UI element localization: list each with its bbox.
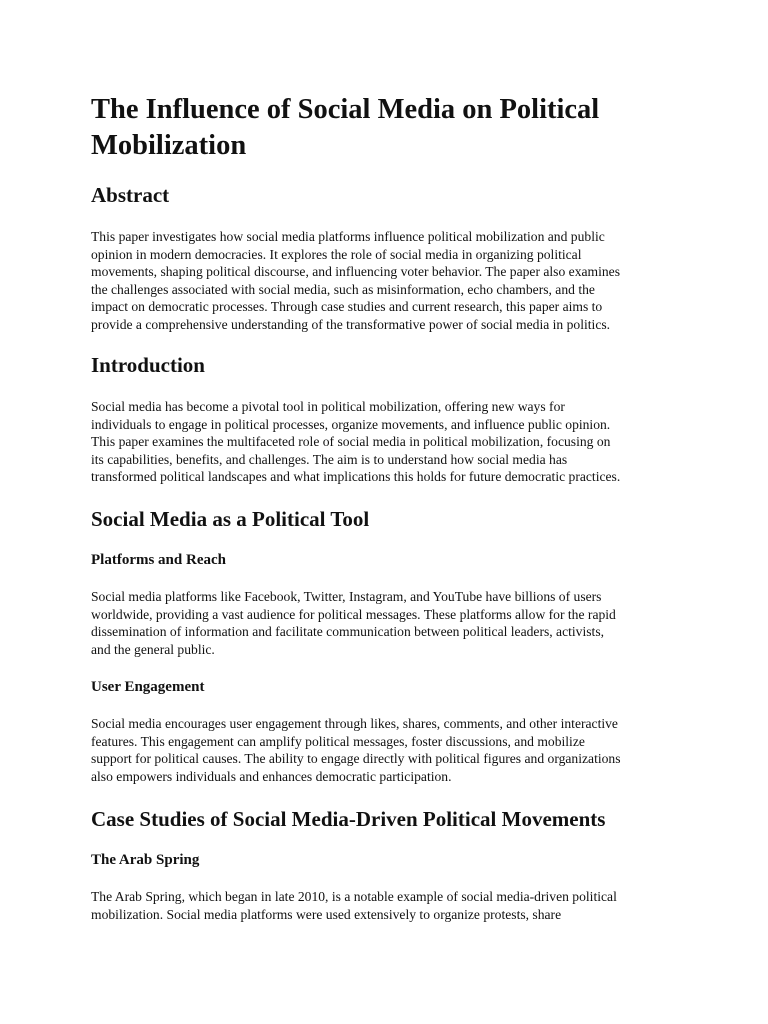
engagement-heading: User Engagement [91, 679, 205, 695]
introduction-heading: Introduction [91, 353, 205, 377]
platforms-text: Social media platforms like Facebook, Twitter, Instagram, and YouTube have billions of users worldwide, providing a vast audience for political messages. These platforms allow for the rapid dissemination of information and facilitate communication between political leaders, activists, and the general public. [91, 589, 616, 657]
arab-spring-heading: The Arab Spring [91, 852, 200, 868]
case-studies-heading: Case Studies of Social Media-Driven Political Movements [91, 807, 606, 831]
arab-spring-text: The Arab Spring, which began in late 2010, is a notable example of social media-driven political mobilization. Social media platforms were used extensively to organize protests, share [91, 889, 617, 922]
introduction-text: Social media has become a pivotal tool in political mobilization, offering new ways for individuals to engage in political processes, organize movements, and influence public opinion. This paper examines the multifaceted role of social media in political mobilization, focusing on its capabilities, benefits, and challenges. The aim is to understand how social media has transformed political landscapes and what implications this holds for future democratic practices. [91, 399, 621, 485]
abstract-heading: Abstract [91, 183, 170, 207]
abstract-text: This paper investigates how social media platforms influence political mobilization and public opinion in modern democracies. It explores the role of social media in organizing political movements, shaping political discourse, and influencing voter behavior. The paper also examines the challenges associated with social media, such as misinformation, echo chambers, and the impact on democratic processes. Through case studies and current research, this paper aims to provide a comprehensive understanding of the transformative power of social media in politics. [91, 229, 621, 332]
engagement-text: Social media encourages user engagement through likes, shares, comments, and other interactive features. This engagement can amplify political messages, foster discussions, and mobilize support for political causes. The ability to engage directly with political figures and organizations also empowers individuals and enhances democratic participation. [91, 716, 621, 784]
paper-title: The Influence of Social Media on Political Mobilization [91, 94, 600, 161]
platforms-heading: Platforms and Reach [91, 552, 226, 568]
tool-section-heading: Social Media as a Political Tool [91, 507, 370, 531]
